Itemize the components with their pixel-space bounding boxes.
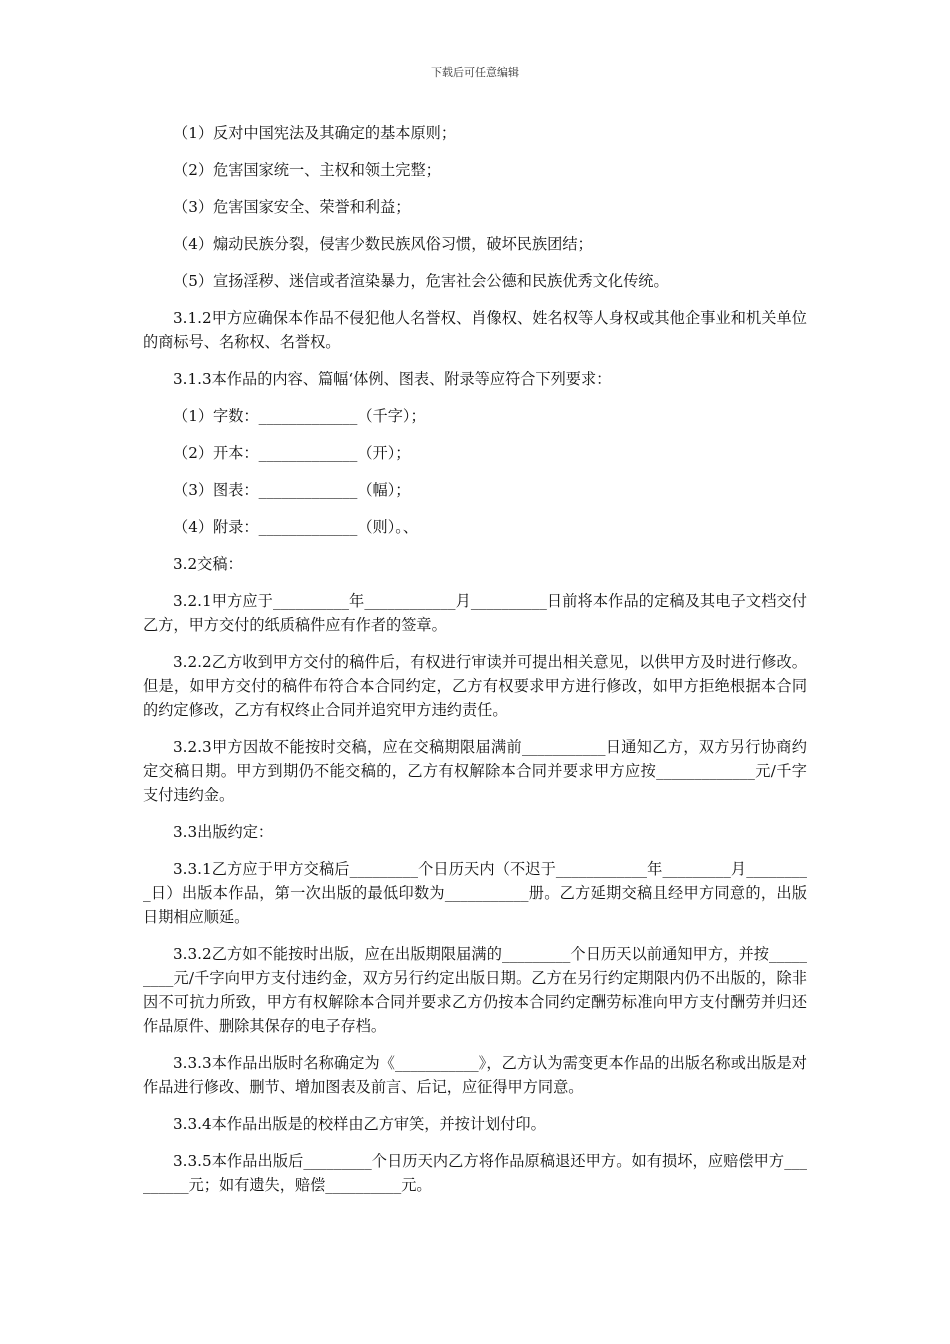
clause-3-1-3: 3.1.3本作品的内容、篇幅‘体例、图表、附录等应符合下列要求：: [173, 370, 612, 388]
list-item-2: （2）危害国家统一、主权和领土完整；: [173, 161, 441, 179]
list-item-3: （3）危害国家安全、荣誉和利益；: [173, 198, 411, 216]
requirement-word-count: （1）字数：_____________（千字）；: [173, 407, 426, 425]
requirement-charts: （3）图表：_____________（幅）；: [173, 481, 411, 499]
clause-3-2-2: 3.2.2乙方收到甲方交付的稿件后，有权进行审读并可提出相关意见，以供甲方及时进行修改。但是，如甲方交付的稿件布符合本合同约定，乙方有权要求甲方进行修改，如甲方拒绝根据本合同的约定修改，乙方有权终止合同并追究甲方违约责任。: [143, 653, 807, 719]
clause-3-3-2: 3.3.2乙方如不能按时出版，应在出版期限届满的_________个日历天以前通知甲方，并按_________元/千字向甲方支付违约金，双方另行约定出版日期。乙方在另行约定期限内仍不出版的，除非因不可抗力所致，甲方有权解除本合同并要求乙方仍按本合同约定酬劳标准向甲方支付酬劳并归还作品原件、删除其保存的电子存档。: [143, 945, 807, 1035]
clause-3-2-3: 3.2.3甲方因故不能按时交稿，应在交稿期限届满前___________日通知乙方，双方另行协商约定交稿日期。甲方到期仍不能交稿的，乙方有权解除本合同并要求甲方应按_____________元/千字支付违约金。: [143, 738, 807, 804]
clause-3-3-5: 3.3.5本作品出版后_________个日历天内乙方将作品原稿退还甲方。如有损坏，应赔偿甲方_________元；如有遗失，赔偿__________元。: [143, 1152, 807, 1194]
clause-3-1-2: 3.1.2甲方应确保本作品不侵犯他人名誉权、肖像权、姓名权等人身权或其他企事业和机关单位的商标号、名称权、名誉权。: [143, 309, 807, 351]
requirement-appendix: （4）附录：_____________（则）。、: [173, 518, 419, 536]
page-header: 下载后可任意编辑: [431, 66, 519, 79]
clause-3-3-3: 3.3.3本作品出版时名称确定为《___________》，乙方认为需变更本作品的出版名称或出版是对作品进行修改、删节、增加图表及前言、后记，应征得甲方同意。: [143, 1054, 807, 1096]
requirement-format: （2）开本：_____________（开）；: [173, 444, 411, 462]
clause-3-3-1: 3.3.1乙方应于甲方交稿后_________个日历天内（不迟于____________年_________月_________日）出版本作品，第一次出版的最低印数为___________册。乙方延期交稿且经甲方同意的，出版日期相应顺延。: [143, 860, 807, 926]
clause-3-3-4: 3.3.4本作品出版是的校样由乙方审笑，并按计划付印。: [173, 1115, 546, 1133]
list-item-4: （4）煽动民族分裂，侵害少数民族风俗习惯，破坏民族团结；: [173, 235, 593, 253]
list-item-5: （5）宣扬淫秽、迷信或者渲染暴力，危害社会公德和民族优秀文化传统。: [173, 272, 669, 290]
document-body: [143, 121, 807, 1210]
clause-3-2-1: 3.2.1甲方应于__________年____________月__________日前将本作品的定稿及其电子文档交付乙方，甲方交付的纸质稿件应有作者的签章。: [143, 592, 807, 634]
section-3-2-heading: 3.2交稿：: [173, 555, 243, 573]
list-item-1: （1）反对中国宪法及其确定的基本原则；: [173, 124, 457, 142]
section-3-3-heading: 3.3出版约定：: [173, 823, 274, 841]
